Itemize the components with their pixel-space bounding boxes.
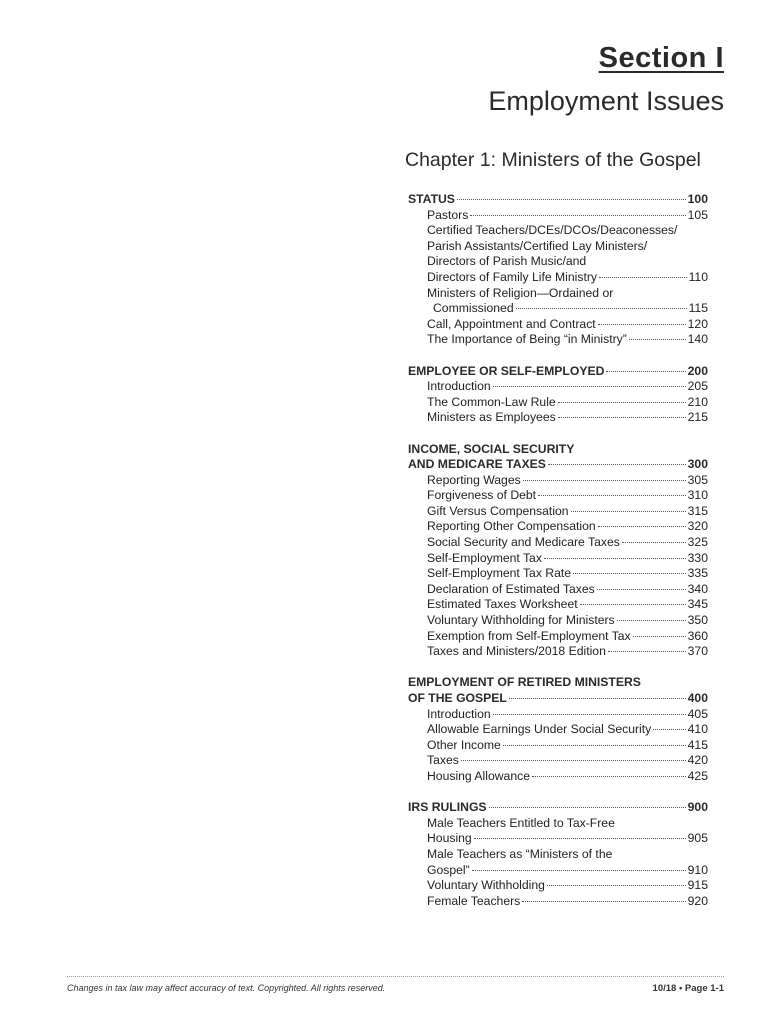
toc-heading-label: INCOME, SOCIAL SECURITY — [408, 441, 575, 456]
toc-page-number: 115 — [688, 301, 708, 316]
toc-entry[interactable] — [408, 535, 708, 551]
toc-entry[interactable] — [408, 395, 708, 411]
toc-group-employee — [408, 364, 708, 426]
section-title: Section I — [598, 42, 724, 74]
toc-entry-label: Reporting Other Compensation — [427, 519, 596, 534]
toc-entry-label: Female Teachers — [427, 893, 521, 908]
toc-entry-label: Taxes — [427, 753, 459, 768]
toc-page-number: 340 — [687, 581, 708, 596]
toc-entry-label: Taxes and Ministers/2018 Edition — [427, 644, 606, 659]
dot-leader — [597, 589, 686, 590]
toc-entry[interactable] — [408, 519, 708, 535]
toc-heading-line — [408, 442, 708, 458]
dot-leader — [571, 511, 686, 512]
toc-entry-label: Directors of Family Life Ministry — [427, 269, 597, 284]
toc-entry-label: Introduction — [427, 706, 491, 721]
toc-entry-label: Other Income — [427, 737, 501, 752]
dot-leader — [470, 215, 685, 216]
toc-entry[interactable] — [408, 644, 708, 660]
dot-leader — [509, 698, 686, 699]
toc-page-number: 200 — [687, 363, 708, 378]
toc-entry-label: Estimated Taxes Worksheet — [427, 597, 578, 612]
toc-entry[interactable] — [408, 410, 708, 426]
toc-page-number: 915 — [687, 878, 708, 893]
toc-entry[interactable] — [408, 551, 708, 567]
footer-copyright: Changes in tax law may affect accuracy of text. Copyrighted. All rights reserved. — [67, 983, 386, 993]
toc-page-number: 910 — [687, 862, 708, 877]
toc-entry-line: Parish Assistants/Certified Lay Ministers/ — [427, 238, 648, 253]
dot-leader — [633, 636, 686, 637]
toc-entry-line: Male Teachers as “Ministers of the — [427, 846, 613, 861]
toc-page-number: 360 — [687, 628, 708, 643]
dot-leader — [472, 870, 686, 871]
toc-entry[interactable] — [408, 629, 708, 645]
toc-entry-label: Introduction — [427, 379, 491, 394]
toc-heading-line — [408, 675, 708, 691]
toc-entry-label: Gift Versus Compensation — [427, 503, 569, 518]
toc-heading[interactable] — [408, 800, 708, 816]
toc-entry-label: Social Security and Medicare Taxes — [427, 535, 620, 550]
toc-page-number: 905 — [687, 831, 708, 846]
toc-entry-label: Allowable Earnings Under Social Security — [427, 722, 652, 737]
toc-entry-line: Ministers of Religion—Ordained or — [427, 285, 614, 300]
toc-entry-label: Housing Allowance — [427, 768, 530, 783]
toc-page-number: 210 — [687, 394, 708, 409]
toc-entry[interactable] — [408, 769, 708, 785]
dot-leader — [617, 620, 686, 621]
toc-page-number: 305 — [687, 472, 708, 487]
toc-entry[interactable] — [408, 317, 708, 333]
toc-page-number: 110 — [688, 269, 708, 284]
toc-entry[interactable] — [408, 332, 708, 348]
toc-entry-line: Certified Teachers/DCEs/DCOs/Deaconesses/ — [427, 223, 678, 238]
toc-entry[interactable] — [408, 270, 708, 286]
dot-leader — [599, 277, 687, 278]
toc-entry-line: Male Teachers Entitled to Tax-Free — [427, 815, 615, 830]
toc-heading-label: EMPLOYMENT OF RETIRED MINISTERS — [408, 675, 641, 690]
dot-leader — [523, 480, 686, 481]
toc-entry[interactable] — [408, 301, 708, 317]
toc-heading-label: EMPLOYEE OR SELF-EMPLOYED — [408, 363, 605, 378]
toc-heading-label: IRS RULINGS — [408, 800, 487, 815]
toc-page-number: 120 — [687, 316, 708, 331]
toc-page-number: 350 — [687, 613, 708, 628]
dot-leader — [558, 402, 686, 403]
toc-group-status — [408, 192, 708, 348]
toc-group-income — [408, 442, 708, 660]
dot-leader — [548, 464, 686, 465]
toc-entry-label: Commissioned — [433, 301, 514, 316]
toc-page-number: 345 — [687, 597, 708, 612]
toc-entry-label: Self-Employment Tax Rate — [427, 566, 572, 581]
toc-entry-label: Exemption from Self-Employment Tax — [427, 628, 631, 643]
toc-page-number: 100 — [687, 192, 708, 206]
section-subtitle: Employment Issues — [488, 86, 724, 116]
toc-page-number: 900 — [687, 800, 708, 815]
toc-heading[interactable] — [408, 457, 708, 473]
dot-leader — [516, 308, 687, 309]
toc-entry-label: The Common-Law Rule — [427, 394, 556, 409]
toc-entry[interactable] — [408, 379, 708, 395]
toc-group-retired — [408, 675, 708, 784]
dot-leader — [629, 339, 686, 340]
dot-leader — [522, 901, 685, 902]
toc-entry-label: Self-Employment Tax — [427, 550, 542, 565]
toc-entry[interactable] — [408, 582, 708, 598]
dot-leader — [461, 760, 686, 761]
toc-page-number: 400 — [687, 691, 708, 705]
toc-entry-label: Housing — [427, 831, 472, 846]
dot-leader — [547, 885, 686, 886]
dot-leader — [653, 729, 685, 730]
toc-entry[interactable] — [408, 613, 708, 629]
toc-entry[interactable] — [408, 722, 708, 738]
dot-leader — [489, 807, 686, 808]
dot-leader — [558, 417, 686, 418]
toc-entry[interactable] — [408, 878, 708, 894]
dot-leader — [538, 495, 686, 496]
toc-entry-label: The Importance of Being “in Ministry” — [427, 332, 627, 347]
chapter-title: Chapter 1: Ministers of the Gospel — [405, 149, 701, 171]
dot-leader — [608, 651, 686, 652]
toc-entry-label: Pastors — [427, 207, 469, 222]
toc-page-number: 325 — [687, 535, 708, 550]
toc-entry-label: Declaration of Estimated Taxes — [427, 581, 595, 596]
toc-heading-label: STATUS — [408, 192, 455, 206]
toc-entry-label: Call, Appointment and Contract — [427, 316, 596, 331]
toc-page-number: 300 — [687, 457, 708, 472]
toc-entry-label: Ministers as Employees — [427, 410, 556, 425]
dot-leader — [457, 199, 686, 200]
toc-page-number: 140 — [687, 332, 708, 347]
toc-page-number: 405 — [687, 706, 708, 721]
toc-page-number: 330 — [687, 550, 708, 565]
footer-divider — [67, 976, 724, 977]
footer-page-number: 10/18 • Page 1-1 — [652, 983, 724, 994]
dot-leader — [598, 526, 686, 527]
toc-page-number: 425 — [687, 768, 708, 783]
toc-entry[interactable] — [408, 738, 708, 754]
toc-entry-label: Voluntary Withholding for Ministers — [427, 613, 615, 628]
toc-page-number: 415 — [687, 737, 708, 752]
toc-entry-label: Reporting Wages — [427, 472, 521, 487]
toc-page-number: 420 — [687, 753, 708, 768]
toc-entry[interactable] — [408, 863, 708, 879]
toc-heading[interactable] — [408, 364, 708, 380]
toc-page-number: 315 — [687, 503, 708, 518]
toc-page-number: 310 — [687, 488, 708, 503]
toc-entry-line: Directors of Parish Music/and — [427, 254, 587, 269]
toc-page-number: 335 — [687, 566, 708, 581]
toc-heading[interactable] — [408, 691, 708, 707]
toc-entry[interactable] — [408, 208, 708, 224]
toc-entry[interactable] — [408, 831, 708, 847]
toc-heading-label: OF THE GOSPEL — [408, 691, 507, 705]
toc-entry[interactable] — [408, 504, 708, 520]
dot-leader — [580, 604, 686, 605]
toc-entry[interactable] — [408, 894, 708, 910]
dot-leader — [622, 542, 686, 543]
toc-entry[interactable] — [408, 597, 708, 613]
toc-page-number: 920 — [687, 893, 708, 908]
toc-heading[interactable] — [408, 192, 708, 208]
dot-leader — [493, 386, 686, 387]
dot-leader — [532, 776, 686, 777]
toc-group-irs — [408, 800, 708, 909]
toc-entry-label: Forgiveness of Debt — [427, 488, 537, 503]
dot-leader — [606, 371, 685, 372]
toc-heading-label: AND MEDICARE TAXES — [408, 457, 546, 472]
toc-page-number: 105 — [687, 207, 708, 222]
toc-entry[interactable] — [408, 566, 708, 582]
dot-leader — [493, 714, 686, 715]
dot-leader — [598, 324, 686, 325]
toc-page-number: 205 — [687, 379, 708, 394]
toc-entry-label: Voluntary Withholding — [427, 878, 545, 893]
toc-page-number: 370 — [687, 644, 708, 659]
toc-page-number: 320 — [687, 519, 708, 534]
dot-leader — [573, 573, 686, 574]
dot-leader — [544, 558, 686, 559]
toc-entry[interactable] — [408, 473, 708, 489]
toc-entry[interactable] — [408, 707, 708, 723]
toc-page-number: 215 — [687, 410, 708, 425]
toc-page-number: 410 — [687, 722, 708, 737]
toc-entry-label: Gospel” — [427, 862, 470, 877]
toc-entry[interactable] — [408, 488, 708, 504]
table-of-contents — [408, 192, 708, 925]
toc-entry[interactable] — [408, 753, 708, 769]
dot-leader — [474, 838, 686, 839]
dot-leader — [503, 745, 686, 746]
